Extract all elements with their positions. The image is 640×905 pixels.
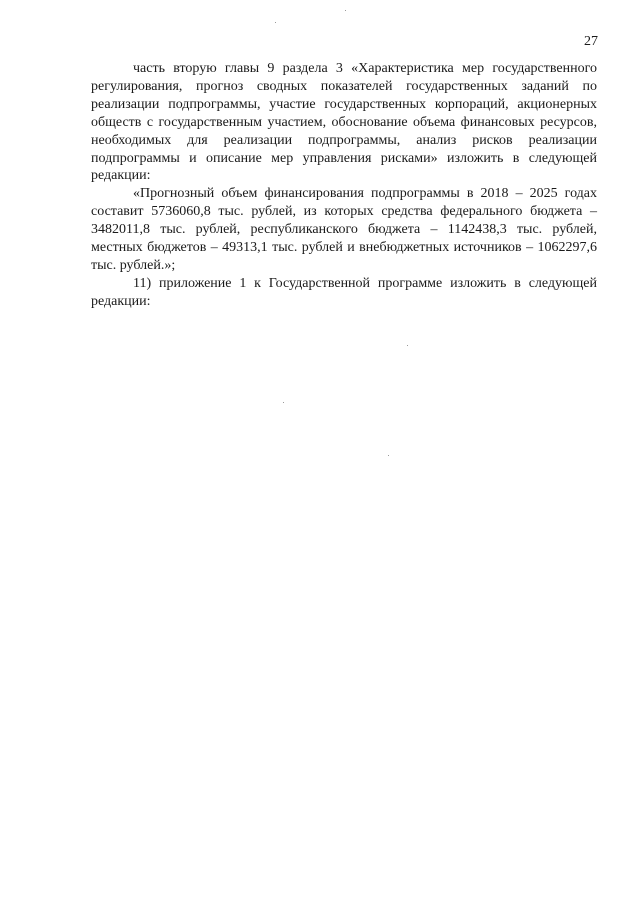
- scan-speck: [345, 10, 346, 11]
- page-number: 27: [584, 34, 598, 49]
- paragraph-funding-forecast: «Прогнозный объем финансирования подпрограммы в 2018 – 2025 годах составит 5736060,8 тыс. рублей, из которых средства федерального бюджета – 3482011,8 тыс. рублей, республиканского бюджета – 1142438,3 тыс. рублей, местных бюджетов – 49313,1 тыс. рублей и внебюджетных источников – 1062297,6 тыс. рублей.»;: [91, 186, 597, 273]
- paragraph-section-amendment: часть вторую главы 9 раздела 3 «Характеристика мер государственного регулирования, прогноз сводных показателей государственных заданий по реализации подпрограммы, участие государственных корпораций, акционерных обществ с государственным участием, обоснование объема финансовых ресурсов, необходимых для реализации подпрограммы, анализ рисков реализации подпрограммы и описание мер управления рисками» изложить в следующей редакции:: [91, 61, 597, 184]
- paragraph-appendix-amendment: 11) приложение 1 к Государственной программе изложить в следующей редакции:: [91, 275, 597, 309]
- document-body: [91, 60, 597, 311]
- scan-speck: [407, 345, 408, 346]
- scan-speck: [388, 455, 389, 456]
- scan-speck: [283, 402, 284, 403]
- scan-speck: [275, 22, 276, 23]
